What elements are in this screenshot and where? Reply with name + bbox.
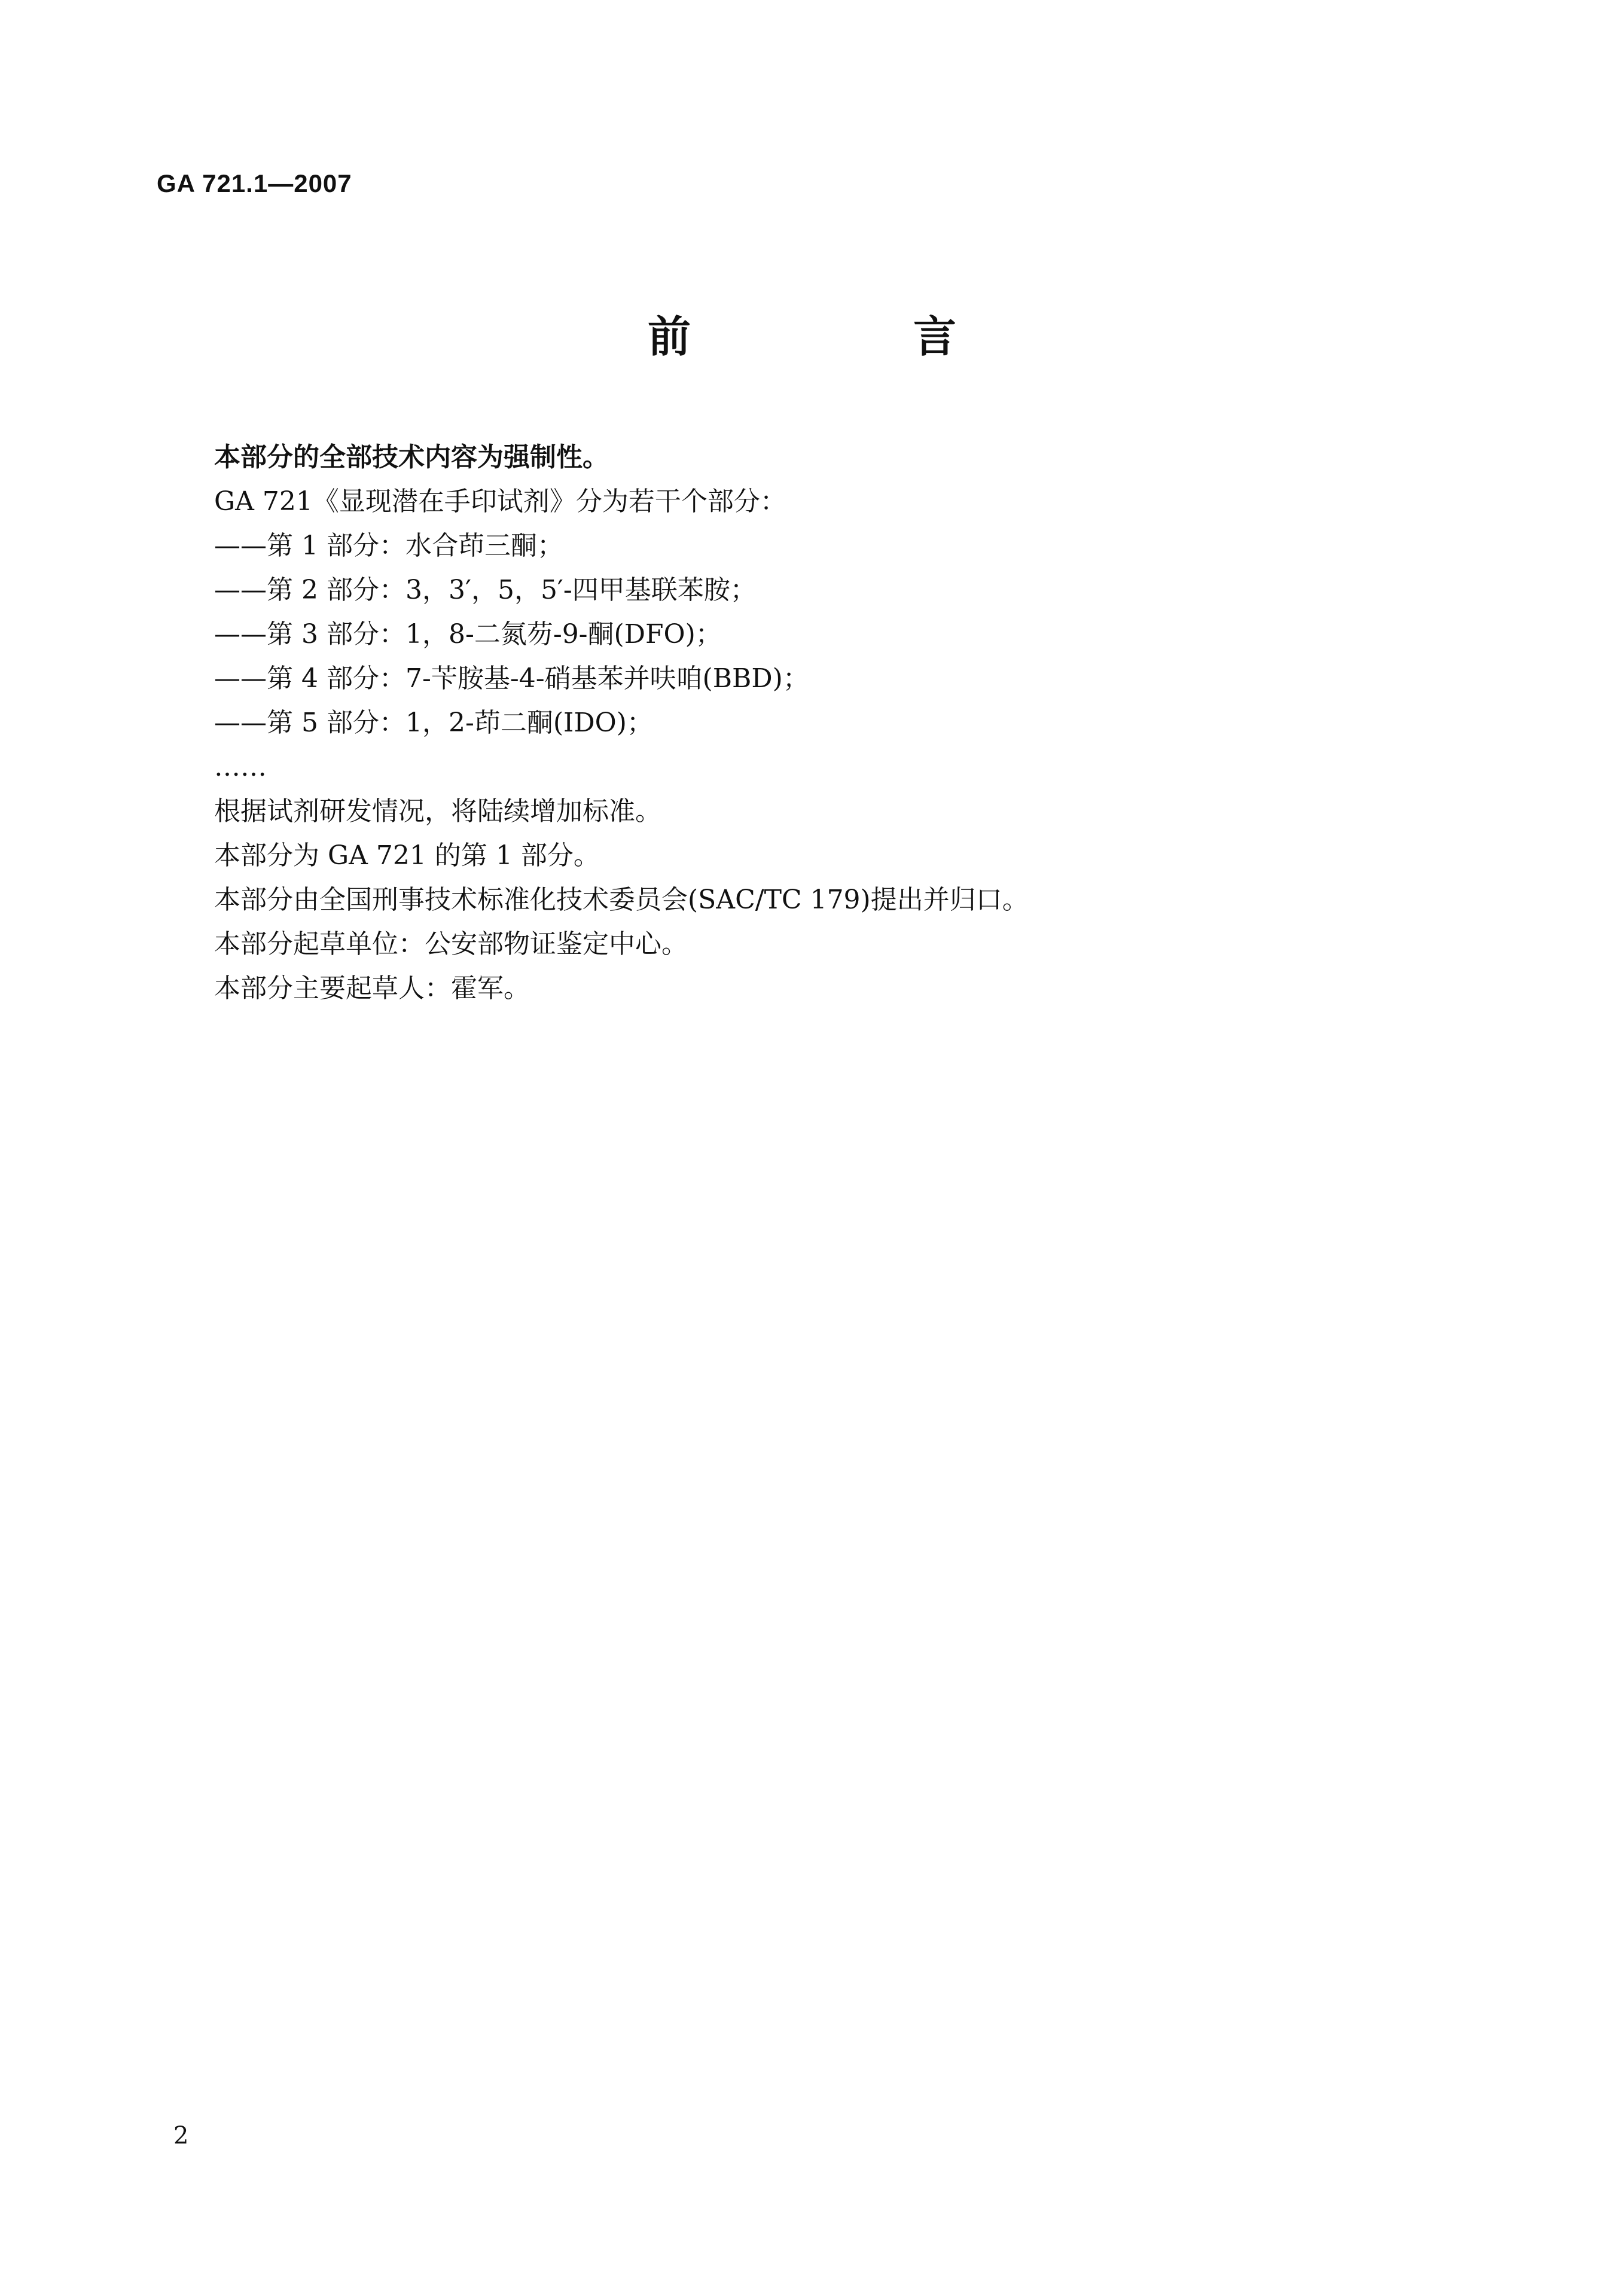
part-list-item: ——第 2 部分：3，3′，5，5′-四甲基联苯胺； bbox=[214, 575, 757, 605]
document-code: GA 721.1—2007 bbox=[157, 169, 352, 197]
foreword-body bbox=[214, 435, 1470, 1011]
paragraph: 本部分为 GA 721 的第 1 部分。 bbox=[214, 840, 600, 871]
mandatory-statement: 本部分的全部技术内容为强制性。 bbox=[214, 442, 609, 472]
paragraph: 根据试剂研发情况，将陆续增加标准。 bbox=[214, 796, 661, 827]
series-intro: GA 721《显现潜在手印试剂》分为若干个部分： bbox=[214, 486, 786, 517]
paragraph: 本部分起草单位：公安部物证鉴定中心。 bbox=[214, 929, 688, 959]
ellipsis: …… bbox=[214, 752, 267, 782]
paragraph: 本部分主要起草人：霍军。 bbox=[214, 973, 530, 1004]
page-title: 前 言 bbox=[647, 312, 1046, 362]
part-list-item: ——第 5 部分：1，2-茚二酮(IDO)； bbox=[214, 708, 653, 738]
part-list-item: ——第 3 部分：1，8-二氮芴-9-酮(DFO)； bbox=[214, 619, 722, 650]
page-number: 2 bbox=[173, 2122, 189, 2149]
part-list-item: ——第 4 部分：7-苄胺基-4-硝基苯并呋咱(BBD)； bbox=[214, 663, 809, 694]
part-list-item: ——第 1 部分：水合茚三酮； bbox=[214, 530, 563, 561]
paragraph: 本部分由全国刑事技术标准化技术委员会(SAC/TC 179)提出并归口。 bbox=[214, 885, 1029, 915]
